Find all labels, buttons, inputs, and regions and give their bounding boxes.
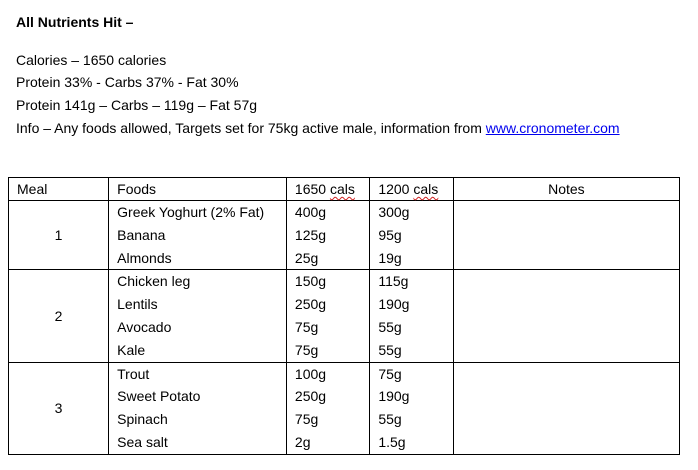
header-foods: Foods (109, 178, 287, 201)
meal-number: 1 (9, 201, 109, 270)
amount-1650: 250g (294, 388, 327, 405)
amount-1200-cell (370, 362, 453, 454)
notes-cell[interactable] (453, 201, 679, 270)
amount-1650: 75g (294, 341, 319, 358)
food-item-cell (109, 201, 287, 270)
amount-1200-cell (370, 201, 453, 270)
amount-1200: 115g (378, 273, 409, 290)
amount-1650-cell (286, 201, 369, 270)
header-1650-unit: cals (329, 181, 355, 197)
food-item: Spinach (117, 411, 168, 428)
food-item: Sea salt (117, 433, 168, 450)
food-item: Kale (117, 341, 146, 358)
food-item: Banana (117, 226, 166, 243)
amount-1200: 190g (378, 388, 410, 405)
amount-1650: 25g (294, 249, 319, 266)
info-line (16, 120, 620, 136)
food-item: Trout (117, 365, 150, 382)
info-text: Info – Any foods allowed, Targets set for 75kg active male, information from (16, 120, 486, 136)
amount-1650: 125g (294, 226, 327, 243)
food-item: Almonds (117, 249, 172, 266)
amount-1650: 150g (294, 273, 327, 290)
meal-number: 3 (9, 362, 109, 454)
amount-1200: 55g (378, 341, 402, 358)
header-1650-cals (286, 178, 369, 201)
macro-grams-line: Protein 141g – Carbs – 119g – Fat 57g (16, 97, 258, 113)
amount-1200: 95g (378, 226, 402, 243)
header-meal: Meal (9, 178, 109, 201)
header-1650-num: 1650 (294, 181, 327, 197)
amount-1650: 250g (294, 296, 327, 313)
amount-1200: 75g (378, 365, 402, 382)
amount-1200-cell (370, 270, 453, 362)
food-item: Greek Yoghurt (2% Fat) (117, 204, 265, 220)
calories-line: Calories – 1650 calories (16, 52, 167, 68)
meal-table-body (9, 201, 680, 455)
amount-1200: 19g (378, 249, 402, 266)
header-1200-unit: cals (413, 181, 439, 197)
food-item-cell (109, 362, 287, 454)
amount-1650-cell (286, 270, 369, 362)
notes-cell[interactable] (453, 362, 679, 454)
table-row (9, 270, 680, 362)
amount-1650: 2g (294, 433, 311, 450)
amount-1650: 100g (294, 365, 327, 382)
header-notes: Notes (453, 178, 679, 201)
table-header-row (9, 178, 680, 201)
header-1200-cals (370, 178, 453, 201)
meal-plan-table (8, 177, 680, 455)
amount-1200: 55g (378, 411, 402, 428)
notes-cell[interactable] (453, 270, 679, 362)
table-row (9, 201, 680, 270)
header-1200-num: 1200 (378, 181, 410, 197)
amount-1650: 75g (294, 318, 319, 335)
amount-1650: 400g (294, 204, 327, 220)
doc-heading: All Nutrients Hit – (16, 14, 134, 30)
food-item: Avocado (117, 318, 172, 335)
cronometer-link[interactable]: www.cronometer.com (485, 120, 620, 136)
amount-1650-cell (286, 362, 369, 454)
table-row (9, 362, 680, 454)
macro-percent-line: Protein 33% - Carbs 37% - Fat 30% (16, 74, 239, 90)
food-item: Sweet Potato (117, 388, 201, 405)
food-item-cell (109, 270, 287, 362)
amount-1200: 1.5g (378, 433, 406, 450)
food-item: Lentils (117, 296, 158, 313)
food-item: Chicken leg (117, 273, 191, 290)
amount-1200: 190g (378, 296, 410, 313)
amount-1200: 55g (378, 318, 402, 335)
meal-number: 2 (9, 270, 109, 362)
amount-1200: 300g (378, 204, 410, 220)
amount-1650: 75g (294, 411, 319, 428)
